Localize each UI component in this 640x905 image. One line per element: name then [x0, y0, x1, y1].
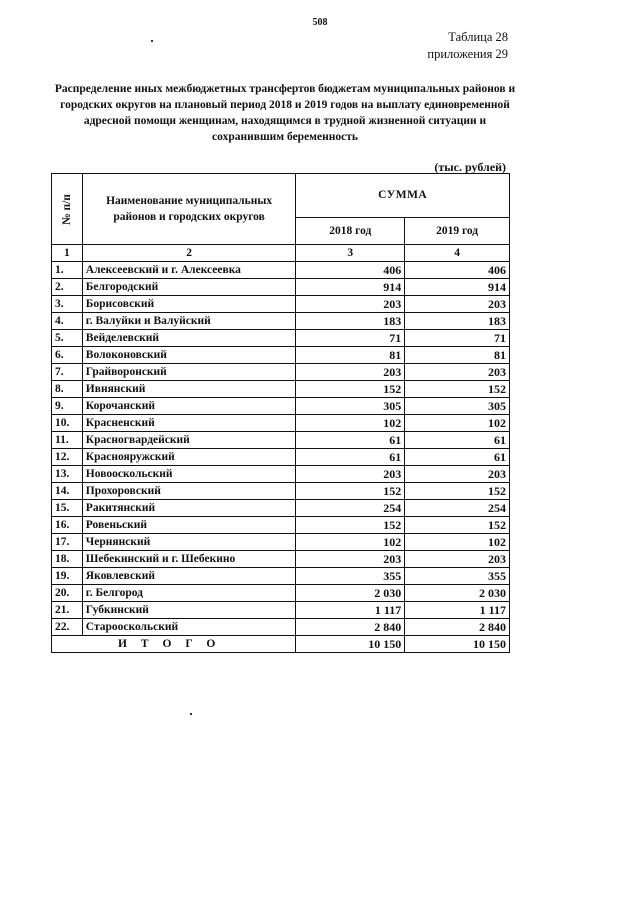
amount-2019: 81 — [405, 347, 510, 364]
row-number: 21. — [52, 602, 83, 619]
row-number: 15. — [52, 500, 83, 517]
column-index: 4 — [405, 245, 510, 262]
amount-2019: 183 — [405, 313, 510, 330]
amount-2018: 152 — [296, 517, 405, 534]
amount-2018: 355 — [296, 568, 405, 585]
row-number: 7. — [52, 364, 83, 381]
municipality-name: Ровеньский — [82, 517, 296, 534]
total-2018: 10 150 — [296, 636, 405, 653]
table-row — [52, 466, 510, 483]
amount-2018: 254 — [296, 500, 405, 517]
municipality-name: Волоконовский — [82, 347, 296, 364]
table-row — [52, 568, 510, 585]
row-number: 22. — [52, 619, 83, 636]
amount-2018: 102 — [296, 415, 405, 432]
row-number: 20. — [52, 585, 83, 602]
table-row — [52, 602, 510, 619]
amount-2018: 71 — [296, 330, 405, 347]
amount-2019: 203 — [405, 551, 510, 568]
distribution-table — [51, 173, 510, 653]
table-label: Таблица 28 — [448, 30, 508, 44]
table-row — [52, 534, 510, 551]
municipality-name: Чернянский — [82, 534, 296, 551]
row-number: 14. — [52, 483, 83, 500]
row-number: 13. — [52, 466, 83, 483]
table-row — [52, 483, 510, 500]
municipality-name: Краснояружский — [82, 449, 296, 466]
amount-2019: 254 — [405, 500, 510, 517]
municipality-name: Яковлевский — [82, 568, 296, 585]
scan-speck — [190, 713, 192, 715]
table-row — [52, 364, 510, 381]
amount-2019: 203 — [405, 364, 510, 381]
appendix-label: приложения 29 — [427, 47, 508, 61]
amount-2018: 203 — [296, 466, 405, 483]
column-index: 1 — [52, 245, 83, 262]
row-number: 12. — [52, 449, 83, 466]
row-number: 11. — [52, 432, 83, 449]
amount-2019: 203 — [405, 296, 510, 313]
municipality-name: Вейделевский — [82, 330, 296, 347]
municipality-name: Красногвардейский — [82, 432, 296, 449]
municipality-name: Прохоровский — [82, 483, 296, 500]
row-number: 19. — [52, 568, 83, 585]
amount-2018: 305 — [296, 398, 405, 415]
row-number: 10. — [52, 415, 83, 432]
amount-2018: 2 030 — [296, 585, 405, 602]
table-row — [52, 432, 510, 449]
header-number-label: № п/п — [60, 193, 73, 225]
amount-2019: 355 — [405, 568, 510, 585]
table-row — [52, 381, 510, 398]
municipality-name: г. Белгород — [82, 585, 296, 602]
amount-2018: 203 — [296, 551, 405, 568]
amount-2018: 61 — [296, 432, 405, 449]
table-row — [52, 551, 510, 568]
amount-2018: 406 — [296, 262, 405, 279]
municipality-name: Борисовский — [82, 296, 296, 313]
table-row — [52, 313, 510, 330]
row-number: 4. — [52, 313, 83, 330]
municipality-name: Новооскольский — [82, 466, 296, 483]
amount-2019: 1 117 — [405, 602, 510, 619]
table-row — [52, 517, 510, 534]
units-label: (тыс. рублей) — [434, 160, 506, 174]
table-row — [52, 296, 510, 313]
amount-2019: 2 030 — [405, 585, 510, 602]
amount-2018: 203 — [296, 364, 405, 381]
table-row — [52, 398, 510, 415]
amount-2019: 61 — [405, 449, 510, 466]
row-number: 2. — [52, 279, 83, 296]
table-row — [52, 619, 510, 636]
municipality-name: г. Валуйки и Валуйский — [82, 313, 296, 330]
amount-2018: 183 — [296, 313, 405, 330]
table-row — [52, 347, 510, 364]
amount-2018: 61 — [296, 449, 405, 466]
header-name: Наименование муниципальных районов и городских округов — [82, 174, 296, 245]
municipality-name: Ракитянский — [82, 500, 296, 517]
municipality-name: Алексеевский и г. Алексеевка — [82, 262, 296, 279]
column-index-row — [52, 245, 510, 262]
table-row — [52, 262, 510, 279]
row-number: 16. — [52, 517, 83, 534]
amount-2019: 152 — [405, 517, 510, 534]
row-number: 5. — [52, 330, 83, 347]
row-number: 6. — [52, 347, 83, 364]
total-2019: 10 150 — [405, 636, 510, 653]
header-sum: СУММА — [296, 174, 510, 218]
municipality-name: Губкинский — [82, 602, 296, 619]
amount-2019: 406 — [405, 262, 510, 279]
amount-2018: 152 — [296, 381, 405, 398]
amount-2019: 61 — [405, 432, 510, 449]
amount-2018: 914 — [296, 279, 405, 296]
table-row — [52, 330, 510, 347]
municipality-name: Красненский — [82, 415, 296, 432]
municipality-name: Шебекинский и г. Шебекино — [82, 551, 296, 568]
table-row — [52, 585, 510, 602]
page-number: 508 — [312, 17, 328, 28]
amount-2019: 305 — [405, 398, 510, 415]
row-number: 8. — [52, 381, 83, 398]
amount-2018: 102 — [296, 534, 405, 551]
amount-2018: 81 — [296, 347, 405, 364]
amount-2018: 203 — [296, 296, 405, 313]
header-number — [52, 174, 83, 245]
row-number: 3. — [52, 296, 83, 313]
appendix-reference — [427, 29, 508, 63]
table-row — [52, 415, 510, 432]
column-index: 2 — [82, 245, 296, 262]
scan-speck — [151, 40, 153, 42]
column-index: 3 — [296, 245, 405, 262]
row-number: 18. — [52, 551, 83, 568]
header-year-2018: 2018 год — [296, 218, 405, 245]
table-row — [52, 500, 510, 517]
document-title: Распределение иных межбюджетных трансфертов бюджетам муниципальных районов и городских округов на плановый период 2018 и 2019 годов на выплату единовременной адресной помощи женщинам, находящимся в трудной жизненной ситуации и сохранившим беременность — [54, 83, 516, 143]
amount-2018: 1 117 — [296, 602, 405, 619]
amount-2018: 2 840 — [296, 619, 405, 636]
municipality-name: Старооскольский — [82, 619, 296, 636]
row-number: 9. — [52, 398, 83, 415]
amount-2018: 152 — [296, 483, 405, 500]
amount-2019: 914 — [405, 279, 510, 296]
row-number: 17. — [52, 534, 83, 551]
total-label: ИТОГО — [52, 636, 296, 653]
row-number: 1. — [52, 262, 83, 279]
total-row — [52, 636, 510, 653]
municipality-name: Белгородский — [82, 279, 296, 296]
amount-2019: 71 — [405, 330, 510, 347]
amount-2019: 152 — [405, 381, 510, 398]
municipality-name: Ивнянский — [82, 381, 296, 398]
table-row — [52, 279, 510, 296]
amount-2019: 2 840 — [405, 619, 510, 636]
municipality-name: Грайворонский — [82, 364, 296, 381]
amount-2019: 152 — [405, 483, 510, 500]
table-row — [52, 449, 510, 466]
municipality-name: Корочанский — [82, 398, 296, 415]
amount-2019: 203 — [405, 466, 510, 483]
amount-2019: 102 — [405, 415, 510, 432]
header-year-2019: 2019 год — [405, 218, 510, 245]
amount-2019: 102 — [405, 534, 510, 551]
